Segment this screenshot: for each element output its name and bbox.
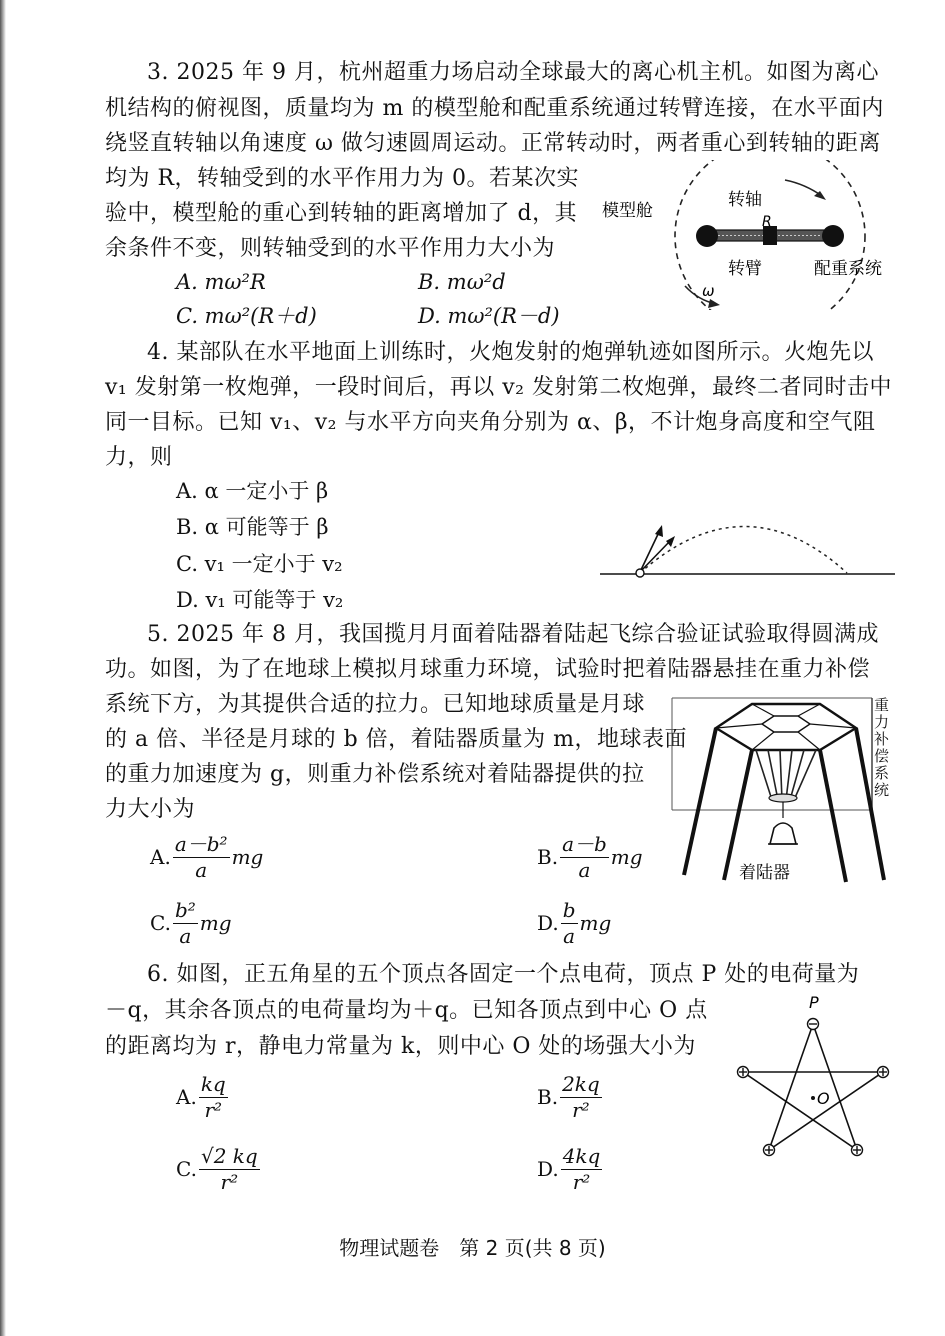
center-point [811, 1096, 815, 1100]
q3-option-c: C. mω²(R＋d) [176, 304, 317, 328]
q6-line-1: 6. 如图，正五角星的五个顶点各固定一个点电荷，顶点 P 处的电荷量为 [147, 962, 860, 987]
q4-line-3: 同一目标。已知 v₁、v₂ 与水平方向夹角分别为 α、β，不计炮身高度和空气阻 [105, 410, 876, 435]
trajectory-path [640, 527, 847, 574]
q5-line-6: 力大小为 [105, 797, 196, 822]
q6-line-3: 的距离均为 r，静电力常量为 k，则中心 O 处的场强大小为 [105, 1034, 696, 1059]
charge-bottom-right [852, 1145, 863, 1156]
q4-line-2: v₁ 发射第一枚炮弹，一段时间后，再以 v₂ 发射第二枚炮弹，最终二者同时击中 [105, 375, 892, 400]
q5-line-4: 的 a 倍、半径是月球的 b 倍，着陆器质量为 m，地球表面 [105, 727, 688, 752]
label-arm: 转臂 [728, 259, 762, 279]
page-footer: 物理试题卷 第 2 页(共 8 页) [339, 1236, 606, 1260]
pentagram-diagram [725, 990, 895, 1165]
q5-option-c: C. $\frac{\text{b²}}{a}$ mg [150, 898, 232, 948]
label-r: R [762, 214, 772, 230]
q5-option-a: A. $\frac{\text{a－b²}}{a}$ mg [150, 832, 264, 882]
q5-line-1: 5. 2025 年 8 月，我国揽月月面着陆器着陆起飞综合验证试验取得圆满成 [147, 622, 879, 647]
arrowhead-bottom [708, 299, 720, 308]
model-cabin-dot [696, 225, 718, 247]
label-p: P [809, 993, 819, 1012]
q4-option-b: B. α 可能等于 β [176, 515, 329, 539]
charge-right [878, 1067, 889, 1078]
q3-option-a: A. mω²R [176, 270, 266, 294]
label-lander: 着陆器 [739, 863, 790, 883]
label-omega: ω [702, 282, 715, 300]
q6-line-2: －q，其余各顶点的电荷量均为＋q。已知各顶点到中心 O 点 [105, 998, 708, 1023]
rotation-arrow-top [785, 180, 822, 196]
q6-option-d: D. $\frac{4kq}{\text{r²}}$ [537, 1144, 601, 1194]
q3-line-1: 3. 2025 年 9 月，杭州超重力场启动全球最大的离心机主机。如图为离心 [147, 60, 879, 85]
q6-option-a: A. $\frac{kq}{\text{r²}}$ [176, 1072, 226, 1122]
q3-line-2: 机结构的俯视图，质量均为 m 的模型舱和配重系统通过转臂连接，在水平面内 [105, 96, 884, 121]
q3-line-6: 余条件不变，则转轴受到的水平作用力大小为 [105, 236, 556, 261]
scan-edge [0, 0, 6, 1336]
leg-4 [820, 750, 846, 882]
q6-option-b: B. $\frac{2kq}{\text{r²}}$ [537, 1072, 600, 1122]
q5-option-b: B. $\frac{a-b}{a}$ mg [537, 832, 643, 882]
label-o: O [817, 1089, 830, 1108]
charge-p [808, 1019, 819, 1030]
q3-line-4: 均为 R，转轴受到的水平作用力为 0。若某次实 [105, 166, 580, 191]
q5-line-2: 功。如图，为了在地球上模拟月球重力环境，试验时把着陆器悬挂在重力补偿 [105, 657, 871, 682]
label-gravity-system: 重力补偿系统 [874, 696, 890, 799]
velocity-arrow-2 [640, 540, 671, 572]
centrifuge-diagram [600, 160, 900, 310]
gravity-compensation-diagram [664, 690, 900, 890]
q3-option-d: D. mω²(R－d) [418, 304, 560, 328]
q3-option-b: B. mω²d [418, 270, 506, 294]
cannon-point [636, 569, 644, 577]
pentagram-star [743, 1024, 883, 1150]
lander-shape [770, 823, 796, 844]
charge-bottom-left [764, 1145, 775, 1156]
leg-3 [724, 750, 752, 880]
label-counterweight: 配重系统 [814, 259, 882, 279]
q4-line-4: 力，则 [105, 445, 173, 470]
trajectory-diagram [595, 520, 900, 585]
label-axis: 转轴 [728, 190, 762, 210]
counterweight-dot [822, 225, 844, 247]
frame-top [716, 704, 856, 750]
q4-line-1: 4. 某部队在水平地面上训练时，火炮发射的炮弹轨迹如图所示。火炮先以 [147, 340, 874, 365]
q4-option-a: A. α 一定小于 β [176, 479, 329, 503]
q3-line-5: 验中，模型舱的重心到转轴的距离增加了 d，其 [105, 201, 578, 226]
label-model-cabin: 模型舱 [602, 201, 653, 221]
q5-line-5: 的重力加速度为 g，则重力补偿系统对着陆器提供的拉 [105, 762, 645, 787]
q5-line-3: 系统下方，为其提供合适的拉力。已知地球质量是月球 [105, 692, 646, 717]
leg-1 [684, 728, 716, 875]
q3-line-3: 绕竖直转轴以角速度 ω 做匀速圆周运动。正常转动时，两者重心到转轴的距离 [105, 131, 881, 156]
q5-option-d: D. $\frac{b}{a}$ mg [537, 898, 612, 948]
charge-left [738, 1067, 749, 1078]
velocity-arrow-1 [640, 530, 660, 572]
q6-option-c: C. $\frac{√2 kq}{\text{r²}}$ [176, 1144, 258, 1194]
q4-option-d: D. v₁ 可能等于 v₂ [176, 588, 344, 612]
q4-option-c: C. v₁ 一定小于 v₂ [176, 552, 343, 576]
